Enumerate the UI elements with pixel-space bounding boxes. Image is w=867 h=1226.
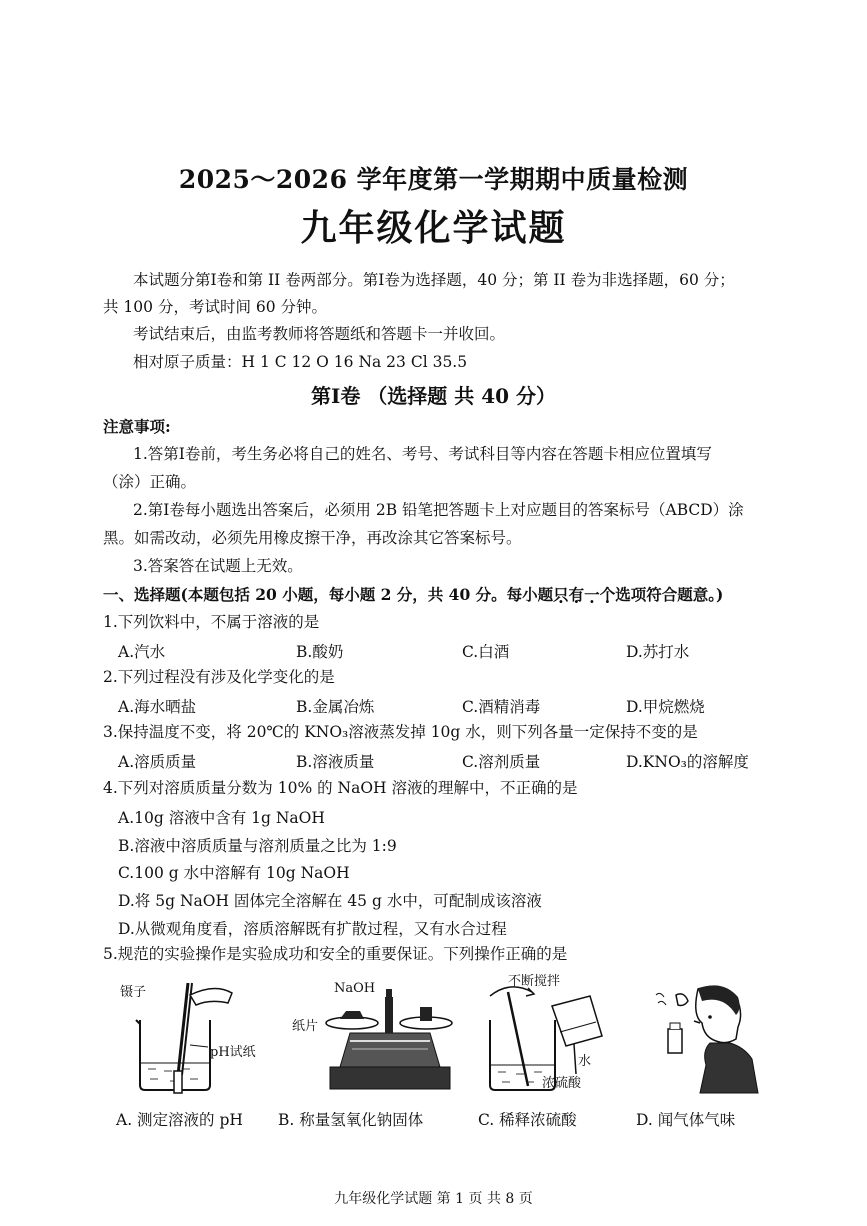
intro-line-1: 本试题分第Ⅰ卷和第 II 卷两部分。第Ⅰ卷为选择题，40 分；第 II 卷为非选择题，60 分； [133,271,735,289]
notice-item-1a: 1.答第Ⅰ卷前，考生务必将自己的姓名、考号、考试科目等内容在答题卡相应位置填写 [133,445,712,463]
question-1-option-d: D.苏打水 [626,643,690,661]
label-ph-paper: pH试纸 [210,1045,256,1060]
part1-heading-b: 选项符合题意。) [615,585,724,604]
question-4-stem: 4.下列对溶质质量分数为 10% 的 NaOH 溶液的理解中，不正确的是 [103,779,578,797]
question-4-option-c: C.100 g 水中溶解有 10g NaOH [118,864,350,882]
section-title: 第Ⅰ卷 （选择题 共 40 分） [310,384,557,408]
question-2-option-d: D.甲烷燃烧 [626,698,705,716]
notice-item-3: 3.答案答在试题上无效。 [133,557,303,575]
figure-balance [290,975,460,1095]
intro-line-3: 考试结束后，由监考教师将答题纸和答题卡一并收回。 [133,325,506,343]
question-3-option-a: A.溶质质量 [118,753,197,771]
exam-title: 2025～2026 学年度第一学期期中质量检测 [178,165,689,194]
intro-line-4: 相对原子质量：H 1 C 12 O 16 Na 23 Cl 35.5 [133,353,468,371]
notice-item-2b: 黑。如需改动，必须先用橡皮擦干净，再改涂其它答案标号。 [103,529,522,547]
emphasis-char: 只 [553,585,569,604]
part1-heading-a: 一、选择题(本题包括 20 小题，每小题 2 分，共 40 分。每小题 [103,585,554,604]
emphasis-char: 个 [599,585,616,604]
question-2-option-b: B.金属冶炼 [296,698,375,716]
figure-ph-test [120,975,280,1095]
label-water: 水 [578,1054,592,1069]
part1-heading [103,580,723,609]
notice-item-1b: （涂）正确。 [103,473,197,491]
caption-d: D. 闻气体气味 [636,1111,736,1129]
label-naoh: NaOH [334,981,376,996]
figure-smelling [640,975,770,1095]
question-4-option-a: A.10g 溶液中含有 1g NaOH [118,809,325,827]
question-1-option-a: A.汽水 [118,643,166,661]
question-1-stem: 1.下列饮料中，不属于溶液的是 [103,613,320,631]
label-tweezers: 镊子 [120,985,147,1000]
notice-heading: 注意事项: [103,417,171,436]
label-stir: 不断搅拌 [508,974,561,989]
question-2-stem: 2.下列过程没有涉及化学变化的是 [103,668,335,686]
question-5-stem: 5.规范的实验操作是实验成功和安全的重要保证。下列操作正确的是 [103,945,568,963]
page-footer: 九年级化学试题 第 1 页 共 8 页 [334,1191,533,1207]
caption-b: B. 称量氢氧化钠固体 [278,1111,424,1129]
question-4-option-e: D.从微观角度看，溶质溶解既有扩散过程，又有水合过程 [118,920,507,938]
question-3-stem: 3.保持温度不变，将 20℃的 KNO₃溶液蒸发掉 10g 水，则下列各量一定保持不变的是 [103,723,698,741]
label-acid: 浓硫酸 [542,1076,582,1091]
question-1-option-c: C.白酒 [462,643,510,661]
notice-item-2a: 2.第Ⅰ卷每小题选出答案后，必须用 2B 铅笔把答题卡上对应题目的答案标号（ABCD）涂 [133,501,744,519]
question-2-option-a: A.海水晒盐 [118,698,197,716]
caption-a: A. 测定溶液的 pH [116,1111,243,1129]
question-3-option-c: C.溶剂质量 [462,753,541,771]
question-4-option-b: B.溶液中溶质质量与溶剂质量之比为 1:9 [118,837,397,855]
emphasis-char: 一 [584,585,600,604]
subject-title: 九年级化学试题 [300,207,567,249]
question-3-option-b: B.溶液质量 [296,753,375,771]
question-3-option-d: D.KNO₃的溶解度 [626,753,749,771]
person-smelling-figure [640,975,770,1095]
caption-c: C. 稀释浓硫酸 [478,1111,577,1129]
emphasis-char: 有 [568,585,585,604]
intro-line-2: 共 100 分，考试时间 60 分钟。 [103,298,328,316]
figure-dilution [470,970,640,1095]
question-4-option-d: D.将 5g NaOH 固体完全溶解在 45 g 水中，可配制成该溶液 [118,892,542,910]
question-1-option-b: B.酸奶 [296,643,344,661]
label-paper: 纸片 [292,1019,319,1034]
question-2-option-c: C.酒精消毒 [462,698,541,716]
